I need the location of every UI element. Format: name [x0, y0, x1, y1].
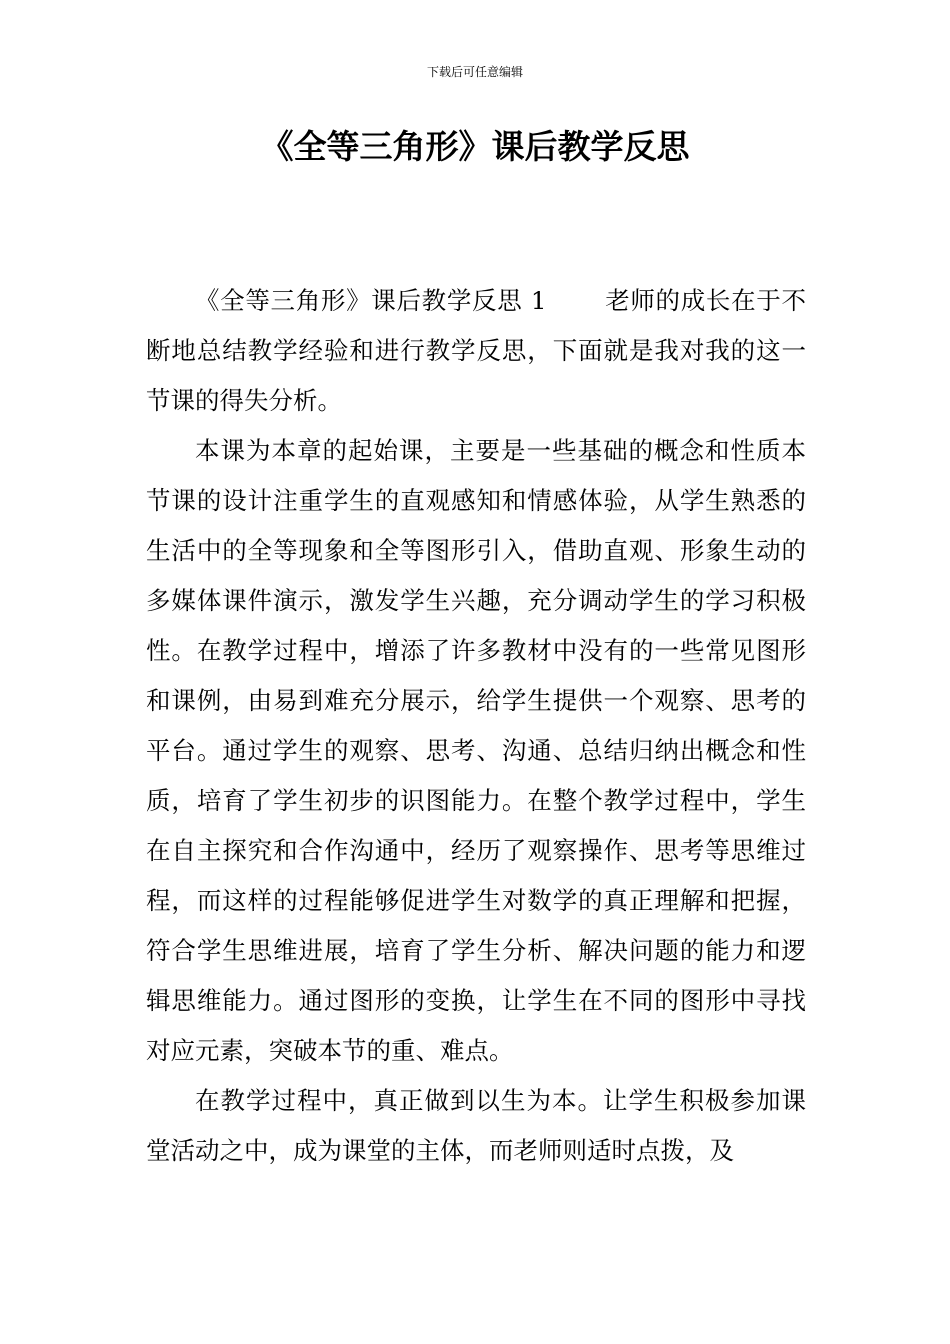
paragraph-1-text: 老师的成长在于不断地总结教学经验和进行教学反思，下面就是我对我的这一节课的得失分析。 — [146, 286, 806, 415]
paragraph-2: 本课为本章的起始课，主要是一些基础的概念和性质本节课的设计注重学生的直观感知和情感体验，从学生熟悉的生活中的全等现象和全等图形引入，借助直观、形象生动的多媒体课件演示，激发学生兴趣，充分调动学生的学习积极性。在教学过程中，增添了许多教材中没有的一些常见图形和课例，由易到难充分展示，给学生提供一个观察、思考的平台。通过学生的观察、思考、沟通、总结归纳出概念和性质，培育了学生初步的识图能力。在整个教学过程中，学生在自主探究和合作沟通中，经历了观察操作、思考等思维过程，而这样的过程能够促进学生对数学的真正理解和把握，符合学生思维进展，培育了学生分析、解决问题的能力和逻辑思维能力。通过图形的变换，让学生在不同的图形中寻找对应元素，突破本节的重、难点。 — [146, 436, 806, 1065]
paragraph-3: 在教学过程中，真正做到以生为本。让学生积极参加课堂活动之中，成为课堂的主体，而老师则适时点拨，及 — [146, 1086, 806, 1165]
header-note: 下载后可任意编辑 — [426, 65, 523, 79]
document-title: 《全等三角形》课后教学反思 — [260, 127, 690, 166]
paragraph-1 — [146, 276, 806, 426]
document-body — [146, 276, 806, 1176]
paragraph-1-heading: 《全等三角形》课后教学反思 1 — [195, 286, 547, 315]
